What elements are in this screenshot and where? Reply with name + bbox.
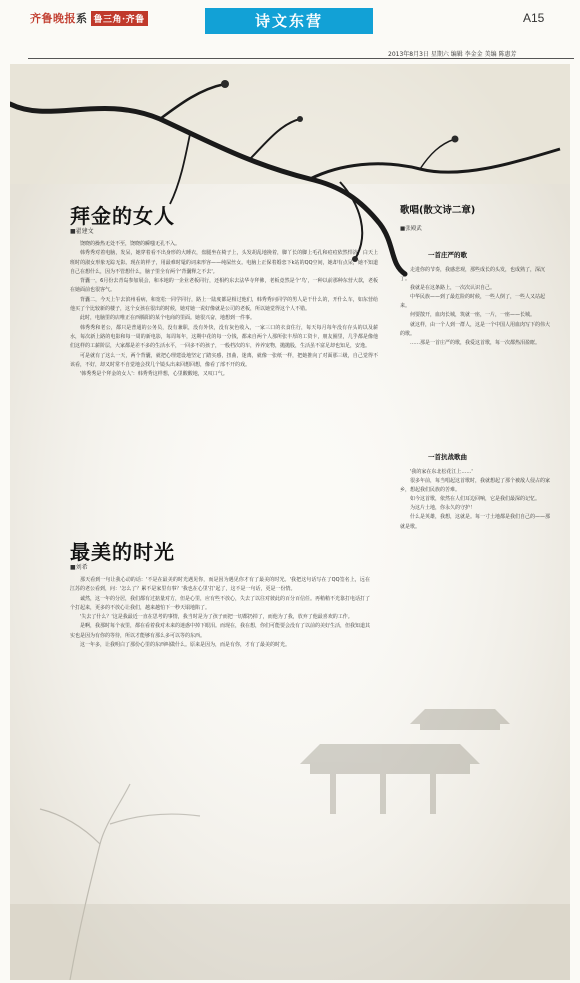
- article1-body: [70, 240, 378, 498]
- header-divider: [28, 58, 574, 59]
- article2-paragraph: 那天看到一句让我心动的话：'不是在最美的时光遇见你，而是因为遇见你才有了最美的时光。'我把这句话写在了QQ签名上，远在江苏的老公看到，问：'怎么了？累不是家里有事？'我也在心里'打'起了，这不是一句话，更是一份情。: [70, 577, 370, 593]
- article2-body: [70, 576, 370, 862]
- article2-author: ■刘希: [70, 564, 88, 571]
- poem-line: 很多年前，每当唱起这首歌时，我就想起了那个被敌人侵占的家乡，想起我们民族的苦难。: [400, 478, 550, 494]
- newspaper-name: 齐鲁晚报: [30, 12, 76, 25]
- poem-section2-body: [400, 468, 550, 618]
- poem-line: 如今这首歌，依然在人们耳边回响，它是我们最深的记忆。: [410, 496, 541, 503]
- poem-line: 为这片土地，你永久的守护！: [410, 505, 476, 512]
- article1-title: 拜金的女人: [70, 204, 175, 228]
- article1-paragraph: 饶晓的操热无处不至，饶晓的瞬嗤无孔不入。: [80, 241, 181, 247]
- article2-paragraph: 这一年多，让我明白了那份心里的东西叫做什么。原来是因为，而是有你，才有了最美的时光。: [80, 642, 291, 649]
- poem-line: 就这样，由一个人到一群人，这是一个中国人用血肉写下的伟大的歌。: [400, 321, 550, 337]
- issue-meta: [388, 49, 517, 58]
- article2-paragraph: '失去了什么？'这是我最近一直在思考的事情，我当时是为了孩子而把一切都扔掉了，而他为了我，放弃了他最喜欢的工作。: [80, 614, 353, 621]
- poem-section1-title: 一首庄严的歌: [428, 251, 467, 259]
- poem-section2-title: 一首抗战歌曲: [428, 453, 467, 461]
- poem-line: ……那是一首庄严的歌，我爱这首歌，每一次都热泪盈眶。: [410, 339, 541, 346]
- poem-line: 何要散开，血肉长城，筑就一座，一片，一座——长城。: [410, 312, 536, 319]
- editor: 编辑 李金金: [450, 51, 483, 58]
- newspaper-system: 系: [76, 12, 88, 25]
- poem-line: 什么是英雄，我想，这就是。每一寸土地都是我们自己的——那就是歌。: [400, 514, 550, 530]
- poem-line: 走进你的节奏，我感悲观，那些成长的头发，也成熟了，深沉了。: [400, 267, 546, 283]
- article1-paragraph: 背囊二，今天上午去滨州看病，和宽松一同学同行，路上一陆度都是相过他们，韩秀秀问同学的男人是干什么的，开什么车，如东营给他买了个比较新的楼子，这个女孩在很出的时候，她对她一说好像就是公司的老板，所以她觉得这个人不错。: [70, 296, 378, 313]
- edition-badge: 鲁三角·齐鲁: [91, 11, 148, 26]
- poem-line: 中华民族——到了最危险的时候，一些人倒了，一些人又站起来。: [400, 294, 546, 310]
- page-number: A15: [523, 11, 545, 25]
- article2-paragraph: 诚然，这一年的分居，我们都有过掂量对方，但是心里，应有些不放心，失去了以往对彼此的百分百信任。再稍稍不光靠打电话打了个打起来，更多的不放心让我们，越来越怕下一秒天塌地陷了。: [70, 595, 370, 611]
- issue-date: 2013年8月3日: [388, 51, 429, 58]
- article1-paragraph: 韩秀秀对着电脑，发呆，她穿着看不出身形的大睡衣，盘腿坐在椅子上，头发胡乱地挽着，脚丫长的脚上毛孔和痘痘依然悍浴，白天上班时的淑女形象无踪无影。现在的样子，用最难时髦的词来形容——纯屎丝女。电脑上正保着婚恋下k站的QQ空间，她却有点呆，她不知道自己在想什么，因为不管想什么，脑子里全有两个'背囊释之不去'。: [70, 250, 378, 275]
- article1-author: ■翟建文: [70, 228, 94, 235]
- poem-title: 歌唱(散文诗二章): [400, 205, 476, 216]
- article1-paragraph: 韩秀秀和老公，都只是普通的公务员，没有兼职，没有外快，没有灰色收入，一家三口的衣食住行，每天每月每年没有存头的以及薪水，每次新上路的电影和每一周的新电影，每周每年，这期中花的每一分钱，都来自两个人那所张丰厚的工资卡，朋友圈里，几乎都是像他们这样的工薪阶层，大家都是差不多的生活水平，一回多不的孩子，一般档次的车，养养宠物，抛抛股，生活虽不富足却也知足，安逸。: [70, 324, 378, 350]
- poem-line: '我的家在东北松花江上……': [410, 469, 473, 475]
- newspaper-logo: [30, 10, 148, 26]
- poem-author: ■张殿武: [400, 226, 422, 232]
- poem-section1-body: [400, 266, 550, 440]
- article1-paragraph: 此时，电脑里的店唯正在西腾阳的某个电商的里面。她很兴奋，地想到一件事。: [80, 315, 256, 322]
- article2-title: 最美的时光: [70, 540, 175, 564]
- article2-paragraph: 是啊，我那时每个夜里，都在看着我对未来的迷惑中掉下眼泪。而现在，我在想，你们可能要会没有了以前的美好生活，但我知道其实也是因为有你的等待，所以才能够有那么多可以等的东西。: [70, 623, 370, 639]
- issue-weekday: 星期六: [430, 51, 449, 58]
- section-title: 诗文东营: [205, 8, 373, 34]
- article1-paragraph: 可是就有了这么一天，两个背囊，就把心理建设地坚定了踏实感，扭曲，迷离，就像一张纸一样，把她推向了对面那三级，自己觉得不该看，不好，却又时常不自觉地会找几个镜头出来回想回想，像看了部不开的戏。: [70, 352, 378, 368]
- article1-paragraph: 背囊一，6月份去青岛参加展会，和本地的一企业老板同行，还相约东去法华寺拜佛，老板竟然是个'鸟'，一种以前那种东营大款，老板在她面前也很客气。: [70, 278, 378, 294]
- designer: 美编 陈惠芳: [484, 51, 517, 58]
- article1-paragraph: '韩秀秀是个拜金的女人'：韩秀秀这样想，心里酸酸地，又叹口气。: [80, 371, 228, 378]
- masthead: [0, 0, 580, 28]
- poem-line: 我就是在这条路上，一次次认识自己。: [410, 285, 496, 292]
